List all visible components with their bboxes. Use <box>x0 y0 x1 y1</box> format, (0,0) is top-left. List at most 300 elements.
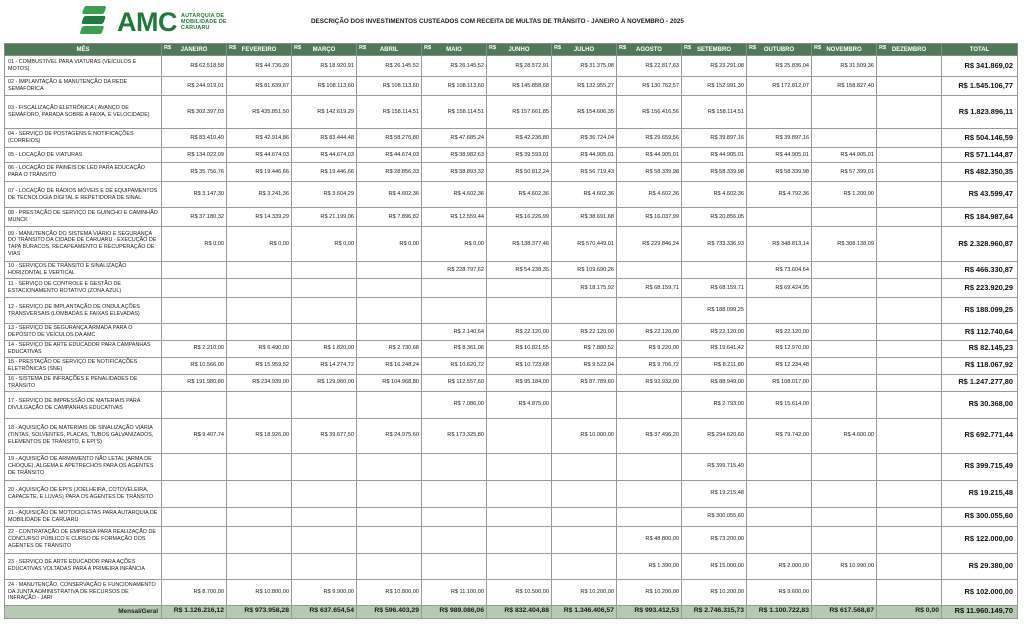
column-header <box>747 44 812 56</box>
month-value-cell: R$ 138.377,46 <box>487 227 552 262</box>
month-value-cell: R$ 12.559,44 <box>422 208 487 227</box>
month-value-cell: R$ 83.444,48 <box>292 129 357 148</box>
table-row <box>5 374 1018 391</box>
month-value-cell: R$ 108.113,60 <box>292 77 357 96</box>
month-value-cell: R$ 58.339,98 <box>617 163 682 182</box>
month-value-cell <box>422 453 487 480</box>
row-total-cell: R$ 2.328.960,87 <box>942 227 1018 262</box>
month-value-cell: R$ 15.614,00 <box>747 391 812 418</box>
month-value-cell <box>357 391 422 418</box>
logo-text: AMC <box>117 6 177 37</box>
row-total-cell: R$ 571.144,87 <box>942 148 1018 163</box>
month-value-cell <box>877 208 942 227</box>
table-row <box>5 227 1018 262</box>
month-value-cell: R$ 92.932,00 <box>617 374 682 391</box>
month-value-cell: R$ 58.276,80 <box>357 129 422 148</box>
month-value-cell <box>877 357 942 374</box>
month-value-cell <box>552 507 617 526</box>
month-value-cell: R$ 22.120,00 <box>487 324 552 341</box>
month-value-cell: R$ 10.620,72 <box>422 357 487 374</box>
month-value-cell: R$ 19.641,42 <box>682 341 747 358</box>
month-value-cell: R$ 8.211,80 <box>682 357 747 374</box>
month-value-cell: R$ 435.851,50 <box>227 96 292 129</box>
month-value-cell: R$ 0,00 <box>422 227 487 262</box>
month-value-cell: R$ 58.339,98 <box>747 163 812 182</box>
row-total-cell: R$ 1.247.277,80 <box>942 374 1018 391</box>
row-description: 23 - SERVIÇO DE ARTE EDUCADOR PARA AÇÕES EDUCATIVAS VOLTADAS PARA A PRIMEIRA INFÂNCIA <box>5 553 162 579</box>
month-value-cell <box>227 526 292 553</box>
month-value-cell <box>357 453 422 480</box>
month-value-cell: R$ 38.893,32 <box>422 163 487 182</box>
month-value-cell: R$ 294.620,60 <box>682 418 747 453</box>
month-value-cell: R$ 0,00 <box>292 227 357 262</box>
month-value-cell <box>877 391 942 418</box>
month-value-cell <box>747 298 812 324</box>
month-value-cell <box>812 298 877 324</box>
table-row <box>5 148 1018 163</box>
month-value-cell: R$ 14.274,72 <box>292 357 357 374</box>
month-value-cell: R$ 2.000,00 <box>747 553 812 579</box>
row-description: 18 - AQUISIÇÃO DE MATERIAIS DE SINALIZAÇÃO VIÁRIA (TINTAS, SOLVENTES, PLACAS, TUBOS GALVANIZADOS, ELEMENTOS DE TRÂNSITO, E EPI'S) <box>5 418 162 453</box>
month-value-cell <box>227 279 292 298</box>
month-value-cell: R$ 39.897,16 <box>682 129 747 148</box>
month-value-cell: R$ 68.159,71 <box>682 279 747 298</box>
month-value-cell <box>552 391 617 418</box>
column-header <box>357 44 422 56</box>
month-value-cell <box>617 507 682 526</box>
month-value-cell: R$ 22.120,00 <box>552 324 617 341</box>
column-header-label: NOVEMBRO <box>826 46 862 53</box>
currency-icon: R$ <box>294 45 302 51</box>
table-row <box>5 341 1018 358</box>
row-description: 13 - SERVIÇO DE SEGURANÇA ARMADA PARA O DEPÓSITO DE VEÍCULOS DA AMC <box>5 324 162 341</box>
month-value-cell <box>812 262 877 279</box>
month-value-cell <box>617 453 682 480</box>
footer-month-total: R$ 0,00 <box>877 605 942 618</box>
column-header-label: MÊS <box>76 46 90 53</box>
month-value-cell: R$ 19.446,66 <box>227 163 292 182</box>
footer-month-total: R$ 973.958,28 <box>227 605 292 618</box>
month-value-cell: R$ 12.234,48 <box>747 357 812 374</box>
month-value-cell <box>877 279 942 298</box>
column-header <box>617 44 682 56</box>
month-value-cell: R$ 134.022,09 <box>162 148 227 163</box>
month-value-cell: R$ 4.602,36 <box>487 182 552 208</box>
month-value-cell <box>227 391 292 418</box>
month-value-cell <box>877 56 942 77</box>
row-description: 11 - SERVIÇO DE CONTROLE E GESTÃO DE ESTACIONAMENTO ROTATIVO (ZONA AZUL) <box>5 279 162 298</box>
month-value-cell <box>292 553 357 579</box>
month-value-cell <box>617 298 682 324</box>
month-value-cell: R$ 108.113,60 <box>422 77 487 96</box>
table-row <box>5 507 1018 526</box>
month-value-cell: R$ 3.241,36 <box>227 182 292 208</box>
currency-icon: R$ <box>554 45 562 51</box>
month-value-cell <box>422 298 487 324</box>
month-value-cell: R$ 15.000,00 <box>682 553 747 579</box>
month-value-cell: R$ 10.200,00 <box>552 579 617 605</box>
row-total-cell: R$ 30.368,00 <box>942 391 1018 418</box>
month-value-cell: R$ 23.291,08 <box>682 56 747 77</box>
month-value-cell: R$ 58.339,98 <box>682 163 747 182</box>
month-value-cell <box>162 391 227 418</box>
month-value-cell <box>422 480 487 507</box>
table-row <box>5 129 1018 148</box>
footer-month-total: R$ 1.100.722,83 <box>747 605 812 618</box>
month-value-cell <box>357 298 422 324</box>
row-total-cell: R$ 300.055,60 <box>942 507 1018 526</box>
month-value-cell: R$ 733.336,93 <box>682 227 747 262</box>
row-total-cell: R$ 102.000,00 <box>942 579 1018 605</box>
month-value-cell <box>227 453 292 480</box>
month-value-cell: R$ 28.856,33 <box>357 163 422 182</box>
currency-icon: R$ <box>424 45 432 51</box>
month-value-cell: R$ 44.905,01 <box>552 148 617 163</box>
logo-subtitle-line: MOBILIDADE DE <box>181 18 227 25</box>
month-value-cell: R$ 4.792,36 <box>747 182 812 208</box>
month-value-cell: R$ 16.226,99 <box>487 208 552 227</box>
month-value-cell <box>812 341 877 358</box>
month-value-cell <box>422 507 487 526</box>
month-value-cell: R$ 47.685,24 <box>422 129 487 148</box>
month-value-cell: R$ 130.762,57 <box>617 77 682 96</box>
row-total-cell: R$ 1.823.896,11 <box>942 96 1018 129</box>
month-value-cell <box>487 480 552 507</box>
month-value-cell: R$ 2.210,00 <box>162 341 227 358</box>
month-value-cell: R$ 1.200,00 <box>812 182 877 208</box>
month-value-cell <box>162 526 227 553</box>
month-value-cell: R$ 8.361,06 <box>422 341 487 358</box>
month-value-cell <box>812 453 877 480</box>
month-value-cell: R$ 152.991,30 <box>682 77 747 96</box>
column-header-label: TOTAL <box>969 46 990 53</box>
table-row <box>5 357 1018 374</box>
month-value-cell: R$ 39.593,01 <box>487 148 552 163</box>
month-value-cell: R$ 11.100,00 <box>422 579 487 605</box>
row-total-cell: R$ 1.545.106,77 <box>942 77 1018 96</box>
currency-icon: R$ <box>489 45 497 51</box>
month-value-cell <box>487 553 552 579</box>
month-value-cell: R$ 104.968,80 <box>357 374 422 391</box>
currency-icon: R$ <box>749 45 757 51</box>
month-value-cell: R$ 28.572,91 <box>487 56 552 77</box>
column-header-label: DEZEMBRO <box>891 46 927 53</box>
month-value-cell <box>877 341 942 358</box>
month-value-cell: R$ 172.812,07 <box>747 77 812 96</box>
month-value-cell: R$ 44.905,01 <box>617 148 682 163</box>
row-description: 05 - LOCAÇÃO DE VIATURAS <box>5 148 162 163</box>
month-value-cell <box>812 391 877 418</box>
month-value-cell: R$ 132.955,27 <box>552 77 617 96</box>
month-value-cell <box>357 324 422 341</box>
row-description: 04 - SERVIÇO DE POSTAGENS E NOTIFICAÇÕES (CORREIOS) <box>5 129 162 148</box>
table-body <box>5 56 1018 619</box>
month-value-cell <box>682 262 747 279</box>
month-value-cell: R$ 81.639,67 <box>227 77 292 96</box>
month-value-cell: R$ 19.215,48 <box>682 480 747 507</box>
month-value-cell: R$ 95.184,00 <box>487 374 552 391</box>
month-value-cell <box>747 96 812 129</box>
month-value-cell: R$ 1.390,00 <box>617 553 682 579</box>
month-value-cell <box>617 262 682 279</box>
month-value-cell: R$ 38.691,68 <box>552 208 617 227</box>
month-value-cell: R$ 8.700,00 <box>162 579 227 605</box>
month-value-cell <box>812 357 877 374</box>
table-row <box>5 298 1018 324</box>
footer-month-total: R$ 989.086,06 <box>422 605 487 618</box>
month-value-cell: R$ 158.114,51 <box>422 96 487 129</box>
row-description: 08 - PRESTAÇÃO DE SERVIÇO DE GUINCHO E CAMINHÃO MUNCK <box>5 208 162 227</box>
month-value-cell <box>292 324 357 341</box>
month-value-cell: R$ 44.674,03 <box>292 148 357 163</box>
month-value-cell: R$ 9.407,74 <box>162 418 227 453</box>
month-value-cell: R$ 4.602,36 <box>357 182 422 208</box>
column-header-label: JANEIRO <box>180 46 208 53</box>
month-value-cell <box>812 324 877 341</box>
month-value-cell <box>812 96 877 129</box>
month-value-cell <box>487 298 552 324</box>
currency-icon: R$ <box>164 45 172 51</box>
month-value-cell <box>357 553 422 579</box>
row-total-cell: R$ 482.350,35 <box>942 163 1018 182</box>
month-value-cell: R$ 228.797,62 <box>422 262 487 279</box>
month-value-cell: R$ 157.661,85 <box>487 96 552 129</box>
investments-table <box>4 43 1018 619</box>
amc-logo-icon <box>80 5 114 39</box>
month-value-cell: R$ 10.500,00 <box>487 579 552 605</box>
table-row <box>5 56 1018 77</box>
month-value-cell: R$ 44.905,01 <box>812 148 877 163</box>
footer-month-total: R$ 993.412,53 <box>617 605 682 618</box>
row-description: 07 - LOCAÇÃO DE RÁDIOS MÓVEIS E DE EQUIPAMENTOS DE TECNOLOGIA DIGITAL E REPETIDORA DE SINAL <box>5 182 162 208</box>
column-header <box>487 44 552 56</box>
month-value-cell <box>877 526 942 553</box>
month-value-cell: R$ 42.914,86 <box>227 129 292 148</box>
month-value-cell: R$ 15.959,52 <box>227 357 292 374</box>
month-value-cell <box>812 374 877 391</box>
month-value-cell: R$ 12.970,00 <box>747 341 812 358</box>
month-value-cell: R$ 6.490,00 <box>227 341 292 358</box>
month-value-cell: R$ 9.900,00 <box>292 579 357 605</box>
month-value-cell <box>552 526 617 553</box>
month-value-cell <box>877 507 942 526</box>
table-row <box>5 208 1018 227</box>
month-value-cell <box>292 526 357 553</box>
month-value-cell: R$ 10.800,00 <box>227 579 292 605</box>
column-header <box>5 44 162 56</box>
table-row <box>5 553 1018 579</box>
month-value-cell: R$ 4.602,36 <box>422 182 487 208</box>
row-total-cell: R$ 29.380,00 <box>942 553 1018 579</box>
month-value-cell: R$ 26.145,52 <box>357 56 422 77</box>
month-value-cell <box>617 391 682 418</box>
month-value-cell: R$ 57.399,01 <box>812 163 877 182</box>
row-description: 17 - SERVIÇO DE IMPRESSÃO DE MATERIAIS PARA DIVULGAÇÃO DE CAMPANHAS EDUCATIVAS <box>5 391 162 418</box>
row-total-cell: R$ 112.740,64 <box>942 324 1018 341</box>
month-value-cell <box>292 391 357 418</box>
month-value-cell: R$ 1.820,00 <box>292 341 357 358</box>
table-row <box>5 324 1018 341</box>
month-value-cell: R$ 112.557,60 <box>422 374 487 391</box>
column-header-label: AGOSTO <box>636 46 662 53</box>
month-value-cell: R$ 16.248,24 <box>357 357 422 374</box>
table-header-row <box>5 44 1018 56</box>
month-value-cell: R$ 7.896,82 <box>357 208 422 227</box>
month-value-cell: R$ 308.138,09 <box>812 227 877 262</box>
table-row <box>5 526 1018 553</box>
table-row <box>5 96 1018 129</box>
logo-subtitle-line: AUTARQUIA DE <box>181 12 225 19</box>
month-value-cell: R$ 56.719,43 <box>552 163 617 182</box>
month-value-cell: R$ 108.113,60 <box>357 77 422 96</box>
month-value-cell: R$ 73.200,00 <box>682 526 747 553</box>
column-header-label: FEVEREIRO <box>241 46 277 53</box>
month-value-cell: R$ 2.140,64 <box>422 324 487 341</box>
month-value-cell <box>422 279 487 298</box>
month-value-cell <box>227 480 292 507</box>
column-header <box>162 44 227 56</box>
month-value-cell <box>357 507 422 526</box>
month-value-cell <box>292 279 357 298</box>
month-value-cell <box>747 507 812 526</box>
column-header-label: MAIO <box>446 46 462 53</box>
month-value-cell <box>552 298 617 324</box>
column-header-label: JUNHO <box>508 46 530 53</box>
row-total-cell: R$ 43.599,47 <box>942 182 1018 208</box>
month-value-cell <box>877 374 942 391</box>
row-description: 19 - AQUISIÇÃO DE ARMAMENTO NÃO LETAL (ARMA DE CHOQUE), ALGEMA E APETRECHOS PARA OS AGENTES DE TRÂNSITO <box>5 453 162 480</box>
footer-month-total: R$ 832.404,88 <box>487 605 552 618</box>
month-value-cell <box>877 96 942 129</box>
row-description: 06 - LOCAÇÃO DE PAINÉIS DE LED PARA EDUCAÇÃO PARA O TRÂNSITO <box>5 163 162 182</box>
month-value-cell <box>877 148 942 163</box>
month-value-cell: R$ 9.706,72 <box>617 357 682 374</box>
month-value-cell: R$ 4.600,00 <box>812 418 877 453</box>
month-value-cell: R$ 229.846,24 <box>617 227 682 262</box>
month-value-cell <box>227 298 292 324</box>
month-value-cell <box>812 480 877 507</box>
month-value-cell: R$ 26.145,52 <box>422 56 487 77</box>
month-value-cell: R$ 158.114,51 <box>682 96 747 129</box>
month-value-cell <box>292 453 357 480</box>
column-header <box>682 44 747 56</box>
row-description: 12 - SERVIÇO DE IMPLANTAÇÃO DE ONDULAÇÕES TRANSVERSAIS (LOMBADAS E FAIXAS ELEVADAS) <box>5 298 162 324</box>
month-value-cell: R$ 44.905,01 <box>747 148 812 163</box>
month-value-cell <box>877 298 942 324</box>
row-total-cell: R$ 122.000,00 <box>942 526 1018 553</box>
month-value-cell: R$ 244.919,01 <box>162 77 227 96</box>
month-value-cell: R$ 18.926,00 <box>227 418 292 453</box>
month-value-cell <box>162 553 227 579</box>
month-value-cell: R$ 24.975,60 <box>357 418 422 453</box>
month-value-cell <box>162 262 227 279</box>
month-value-cell: R$ 10.723,68 <box>487 357 552 374</box>
row-description: 14 - SERVIÇO DE ARTE EDUCADOR PARA CAMPANHAS EDUCATIVAS <box>5 341 162 358</box>
row-total-cell: R$ 692.771,44 <box>942 418 1018 453</box>
row-description: 16 - SISTEMA DE INFRAÇÕES E PENALIDADES DE TRÂNSITO <box>5 374 162 391</box>
month-value-cell: R$ 9.522,04 <box>552 357 617 374</box>
row-description: 24 - MANUTENÇÃO, CONSERVAÇÃO E FUNCIONAMENTO DA JUNTA ADMINISTRATIVA DE RECURSOS DE INFRAÇÃO - JARI <box>5 579 162 605</box>
row-total-cell: R$ 341.869,02 <box>942 56 1018 77</box>
month-value-cell: R$ 69.424,95 <box>747 279 812 298</box>
month-value-cell: R$ 22.817,63 <box>617 56 682 77</box>
currency-icon: R$ <box>619 45 627 51</box>
month-value-cell: R$ 145.858,68 <box>487 77 552 96</box>
month-value-cell: R$ 129.960,00 <box>292 374 357 391</box>
row-total-cell: R$ 19.215,48 <box>942 480 1018 507</box>
month-value-cell <box>877 579 942 605</box>
month-value-cell <box>357 526 422 553</box>
month-value-cell: R$ 39.677,50 <box>292 418 357 453</box>
row-total-cell: R$ 504.146,59 <box>942 129 1018 148</box>
footer-totals-row <box>5 605 1018 618</box>
month-value-cell: R$ 10.200,00 <box>617 579 682 605</box>
month-value-cell: R$ 154.606,35 <box>552 96 617 129</box>
month-value-cell: R$ 14.339,29 <box>227 208 292 227</box>
month-value-cell <box>487 418 552 453</box>
table-row <box>5 182 1018 208</box>
month-value-cell <box>227 262 292 279</box>
month-value-cell: R$ 20.856,05 <box>682 208 747 227</box>
row-total-cell: R$ 223.920,29 <box>942 279 1018 298</box>
month-value-cell: R$ 234.939,00 <box>227 374 292 391</box>
month-value-cell: R$ 4.602,36 <box>617 182 682 208</box>
month-value-cell <box>487 507 552 526</box>
month-value-cell: R$ 50.812,24 <box>487 163 552 182</box>
month-value-cell <box>552 480 617 507</box>
currency-icon: R$ <box>359 45 367 51</box>
month-value-cell <box>162 507 227 526</box>
month-value-cell: R$ 25.836,04 <box>747 56 812 77</box>
logo-subtitle <box>181 13 227 32</box>
month-value-cell: R$ 142.619,29 <box>292 96 357 129</box>
column-header <box>292 44 357 56</box>
month-value-cell: R$ 188.099,25 <box>682 298 747 324</box>
month-value-cell <box>877 324 942 341</box>
month-value-cell <box>747 480 812 507</box>
month-value-cell <box>877 182 942 208</box>
row-description: 02 - IMPLANTAÇÃO & MANUTENÇÃO DA REDE SEMAFÓRICA <box>5 77 162 96</box>
month-value-cell <box>812 579 877 605</box>
month-value-cell: R$ 19.446,66 <box>292 163 357 182</box>
month-value-cell: R$ 87.789,60 <box>552 374 617 391</box>
column-header <box>227 44 292 56</box>
month-value-cell: R$ 37.180,32 <box>162 208 227 227</box>
month-value-cell: R$ 9.600,00 <box>747 579 812 605</box>
month-value-cell: R$ 44.736,39 <box>227 56 292 77</box>
footer-month-total: R$ 1.346.406,57 <box>552 605 617 618</box>
month-value-cell <box>552 553 617 579</box>
month-value-cell <box>877 163 942 182</box>
row-description: 15 - PRESTAÇÃO DE SERVIÇO DE NOTIFICAÇÕES ELETRÔNICAS (SNE) <box>5 357 162 374</box>
column-header-label: OUTUBRO <box>763 46 795 53</box>
month-value-cell: R$ 109.690,26 <box>552 262 617 279</box>
month-value-cell: R$ 348.813,14 <box>747 227 812 262</box>
column-header-label: MARÇO <box>312 46 336 53</box>
month-value-cell: R$ 73.604,64 <box>747 262 812 279</box>
month-value-cell <box>877 227 942 262</box>
month-value-cell: R$ 191.980,80 <box>162 374 227 391</box>
month-value-cell <box>357 262 422 279</box>
month-value-cell <box>162 453 227 480</box>
month-value-cell <box>812 129 877 148</box>
table-row <box>5 418 1018 453</box>
month-value-cell <box>877 480 942 507</box>
month-value-cell: R$ 0,00 <box>162 227 227 262</box>
column-header <box>552 44 617 56</box>
month-value-cell <box>357 279 422 298</box>
month-value-cell <box>292 480 357 507</box>
